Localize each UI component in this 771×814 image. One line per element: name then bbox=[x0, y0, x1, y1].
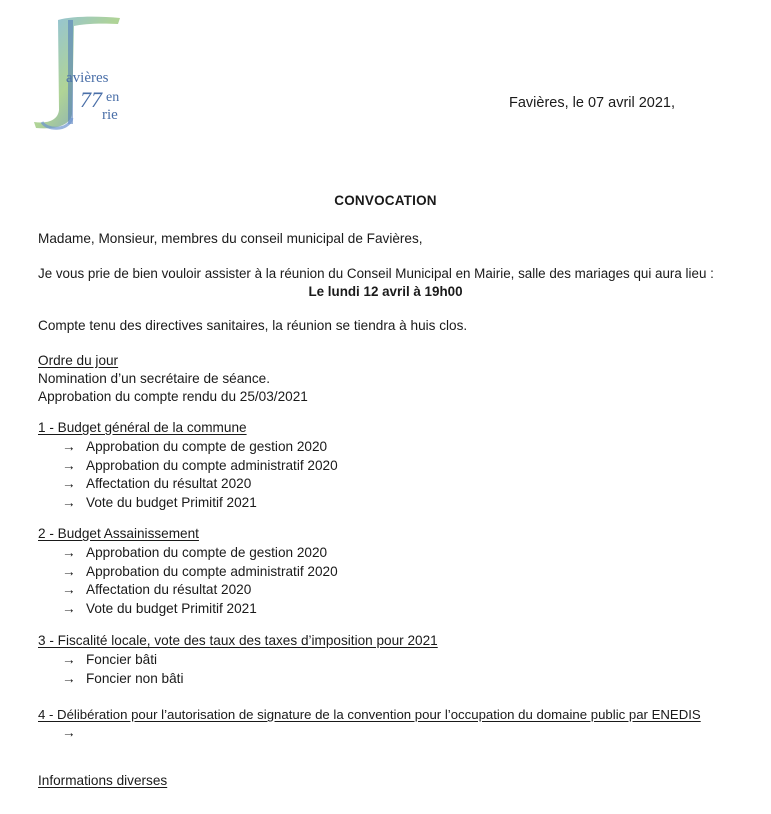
arrow-icon: → bbox=[62, 671, 76, 686]
favieres-logo bbox=[28, 14, 146, 134]
list-item: → Approbation du compte administratif 2020 bbox=[62, 564, 338, 579]
invitation: Je vous prie de bien vouloir assister à la réunion du Conseil Municipal en Mairie, salle des mariages qui aura lieu : bbox=[38, 266, 714, 281]
list-item: → Vote du budget Primitif 2021 bbox=[62, 601, 257, 616]
logo-line-3: en bbox=[106, 90, 120, 105]
arrow-icon: → bbox=[62, 476, 76, 491]
list-item: → Foncier bâti bbox=[62, 652, 158, 667]
logo-line-1: avières bbox=[66, 70, 109, 86]
section-4-title: 4 - Délibération pour l’autorisation de signature de la convention pour l’occupation du domaine public par ENEDIS bbox=[38, 707, 701, 722]
arrow-icon: → bbox=[62, 582, 76, 597]
section-3-title: 3 - Fiscalité locale, vote des taux des taxes d’imposition pour 2021 bbox=[38, 633, 438, 648]
agenda-intro-1: Nomination d’un secrétaire de séance. bbox=[38, 371, 270, 386]
section-1-title: 1 - Budget général de la commune bbox=[38, 420, 247, 435]
list-item: → Approbation du compte de gestion 2020 bbox=[62, 439, 328, 454]
arrow-icon: → bbox=[62, 601, 76, 616]
document-title: CONVOCATION bbox=[334, 193, 437, 208]
salutation: Madame, Monsieur, membres du conseil municipal de Favières, bbox=[38, 231, 423, 246]
list-item bbox=[62, 725, 86, 740]
footer-heading: Informations diverses bbox=[38, 773, 168, 788]
meeting-date: Le lundi 12 avril à 19h00 bbox=[308, 284, 463, 299]
arrow-icon: → bbox=[62, 439, 76, 454]
arrow-icon: → bbox=[62, 652, 76, 667]
section-2-title: 2 - Budget Assainissement bbox=[38, 526, 199, 541]
list-item: → Vote du budget Primitif 2021 bbox=[62, 495, 257, 510]
arrow-icon: → bbox=[62, 564, 76, 579]
date-line: Favières, le 07 avril 2021, bbox=[509, 95, 676, 111]
arrow-icon: → bbox=[62, 495, 76, 510]
logo-line-4: rie bbox=[102, 107, 118, 123]
arrow-icon: → bbox=[62, 458, 76, 473]
logo-line-2: 77 bbox=[80, 87, 102, 112]
sanitary-note: Compte tenu des directives sanitaires, la réunion se tiendra à huis clos. bbox=[38, 318, 468, 333]
list-item: → Affectation du résultat 2020 bbox=[62, 582, 252, 597]
arrow-icon: → bbox=[62, 545, 76, 560]
list-item: → Foncier non bâti bbox=[62, 671, 184, 686]
arrow-icon: → bbox=[62, 725, 76, 740]
list-item: → Affectation du résultat 2020 bbox=[62, 476, 252, 491]
list-item: → Approbation du compte administratif 2020 bbox=[62, 458, 338, 473]
agenda-intro-2: Approbation du compte rendu du 25/03/2021 bbox=[38, 389, 308, 404]
list-item: → Approbation du compte de gestion 2020 bbox=[62, 545, 328, 560]
agenda-heading: Ordre du jour bbox=[38, 353, 119, 368]
